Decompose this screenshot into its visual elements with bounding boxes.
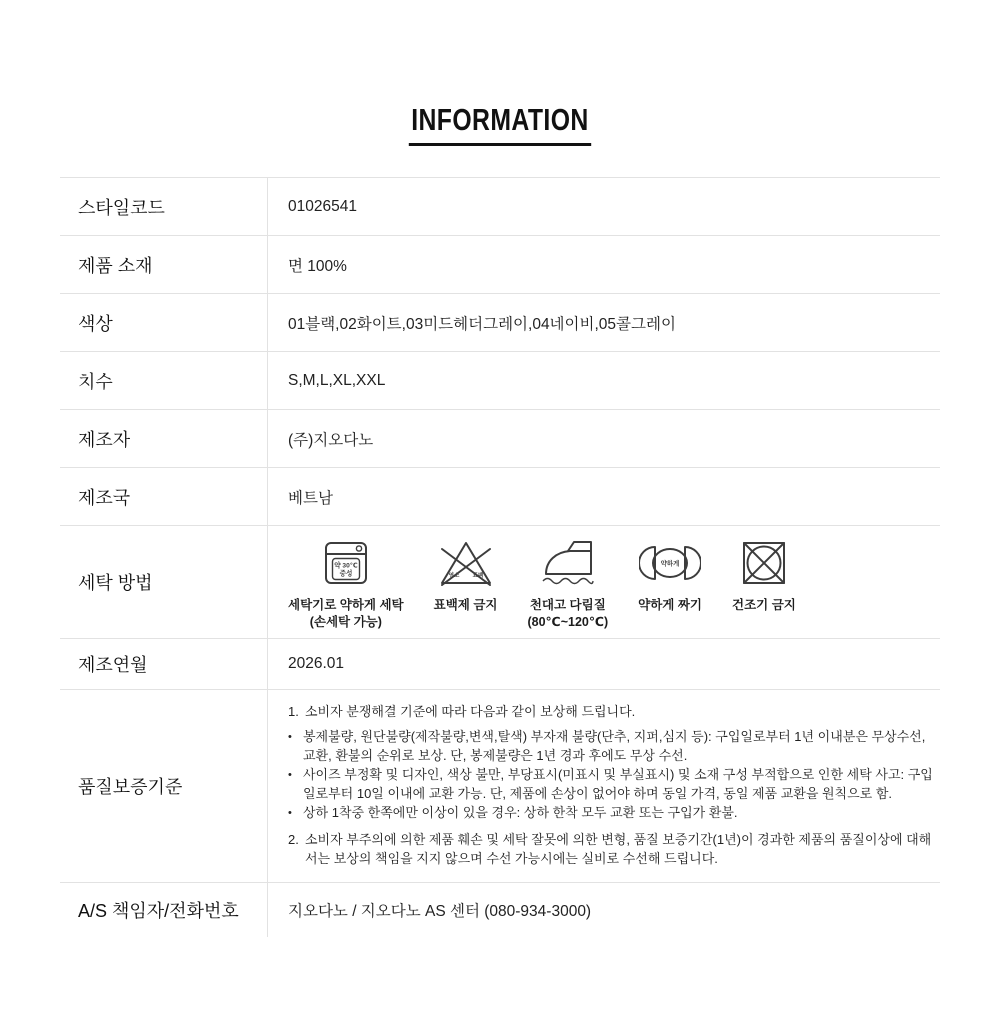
row-label: 제조연월 bbox=[60, 639, 268, 689]
row-label: 제조국 bbox=[60, 468, 268, 525]
row-value: 지오다노 / 지오다노 AS 센터 (080-934-3000) bbox=[288, 902, 592, 920]
warranty-item: • 사이즈 부정확 및 디자인, 색상 불만, 부당표시(미표시 및 부실표시) 및 소재 구성 부적합으로 인한 세탁 사고: 구입일로부터 10일 이내에 교환 가능. 단, 제품에 손상이 없어야 하며 동일 가격, 동일 제품 교환을 원칙으로 함. bbox=[288, 766, 933, 801]
table-row-manufacture-date bbox=[60, 638, 940, 689]
warranty-item: • 상하 1착중 한쪽에만 이상이 있을 경우: 상하 한착 모두 교환 또는 구입가 환불. bbox=[288, 804, 738, 820]
care-caption: 건조기 금지 bbox=[732, 598, 796, 612]
svg-text:표백: 표백 bbox=[472, 573, 483, 579]
header bbox=[0, 0, 1000, 146]
product-info-table bbox=[60, 177, 940, 937]
table-row-style-code bbox=[60, 177, 940, 235]
row-value: 베트남 bbox=[288, 489, 333, 507]
no-tumble-dry-icon bbox=[740, 536, 788, 590]
row-value: 2026.01 bbox=[288, 655, 345, 672]
table-row-as-contact bbox=[60, 882, 940, 937]
care-caption: 약하게 짜기 bbox=[638, 598, 703, 612]
row-value: 01블랙,02화이트,03미드헤더그레이,04네이비,05콜그레이 bbox=[288, 315, 676, 333]
row-label: 색상 bbox=[60, 294, 268, 351]
row-label: 치수 bbox=[60, 352, 268, 409]
table-row-material bbox=[60, 235, 940, 293]
care-caption: 천대고 다림질 (80℃~120℃) bbox=[527, 598, 609, 629]
table-row-size bbox=[60, 351, 940, 409]
care-item-no-bleach bbox=[434, 536, 498, 614]
row-value: (주)지오다노 bbox=[288, 431, 374, 449]
row-value: 01026541 bbox=[288, 197, 357, 215]
care-item-no-dryer bbox=[732, 536, 796, 614]
svg-text:약하게: 약하게 bbox=[660, 560, 680, 568]
warranty-text bbox=[268, 690, 940, 882]
iron-with-cloth-icon bbox=[539, 536, 597, 590]
warranty-item: 2. 소비자 부주의에 의한 제품 훼손 및 세탁 잘못에 의한 변형, 품질 보증기간(1년)이 경과한 제품의 품질이상에 대해서는 보상의 책임을 지지 않으며 수선 가능시에는 실비로 수선해 드립니다. bbox=[288, 831, 932, 866]
no-bleach-icon bbox=[438, 536, 494, 590]
row-label: 품질보증기준 bbox=[60, 690, 268, 882]
care-caption: 세탁기로 약하게 세탁 (손세탁 가능) bbox=[288, 598, 404, 629]
table-row-country bbox=[60, 467, 940, 525]
wring-gently-icon bbox=[639, 536, 701, 590]
svg-text:염소: 염소 bbox=[448, 573, 459, 579]
warranty-item: • 봉제불량, 원단불량(제작불량,변색,탈색) 부자재 불량(단추, 지퍼,심지 등): 구입일로부터 1년 이내분은 무상수선, 교환, 환불의 순위로 보상. 단, 봉제불량은 1년 경과 후에도 무상 수선. bbox=[288, 728, 926, 763]
row-label: 제품 소재 bbox=[60, 236, 268, 293]
table-row-warranty bbox=[60, 689, 940, 882]
row-label: A/S 책임자/전화번호 bbox=[60, 883, 268, 937]
row-value: S,M,L,XL,XXL bbox=[288, 371, 386, 389]
care-item-machine-wash bbox=[288, 536, 404, 630]
machine-wash-icon bbox=[322, 536, 370, 590]
page-title: INFORMATION bbox=[409, 102, 591, 146]
warranty-item: 1. 소비자 분쟁해결 기준에 따라 다음과 같이 보상해 드립니다. bbox=[288, 704, 636, 719]
row-label: 세탁 방법 bbox=[60, 526, 268, 638]
wash-icons-area bbox=[268, 526, 940, 638]
care-item-wring bbox=[638, 536, 702, 614]
care-item-iron bbox=[527, 536, 608, 630]
svg-text:중성: 중성 bbox=[339, 570, 353, 578]
table-row-manufacturer bbox=[60, 409, 940, 467]
row-value: 면 100% bbox=[288, 257, 347, 275]
svg-text:약 30℃: 약 30℃ bbox=[334, 562, 358, 570]
table-row-color bbox=[60, 293, 940, 351]
care-caption: 표백제 금지 bbox=[433, 598, 498, 612]
row-label: 스타일코드 bbox=[60, 178, 268, 235]
row-label: 제조자 bbox=[60, 410, 268, 467]
table-row-washing-method bbox=[60, 525, 940, 638]
